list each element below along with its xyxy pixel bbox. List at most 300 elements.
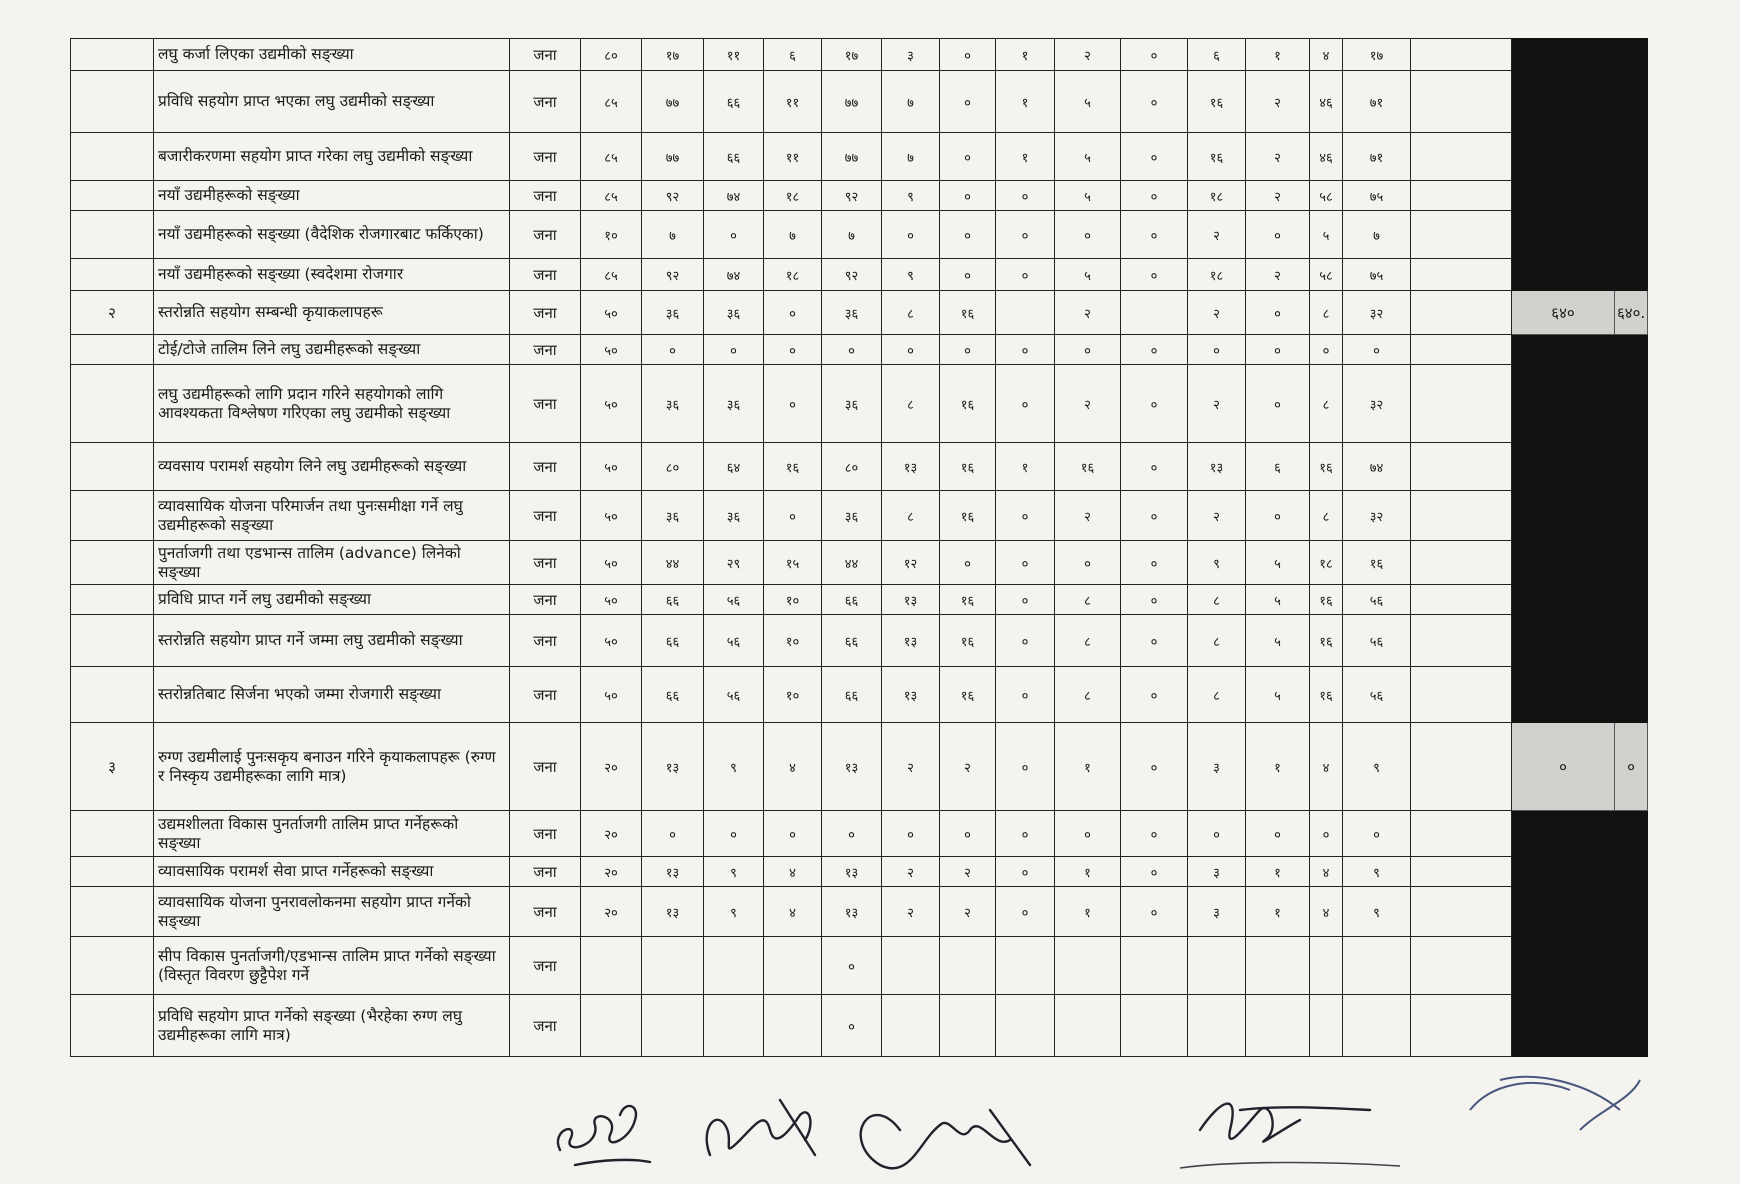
- shaded-cell: [1512, 811, 1615, 857]
- value-cell: १६: [1310, 667, 1343, 723]
- value-cell: ११: [704, 39, 764, 71]
- shaded-cell: [1512, 541, 1615, 585]
- table-row: [71, 259, 1648, 291]
- value-cell: १३: [642, 857, 704, 887]
- value-cell: [581, 937, 642, 995]
- unit-cell: जना: [510, 995, 581, 1057]
- budget-box-cell: [1615, 291, 1648, 335]
- value-cell: ०: [996, 723, 1055, 811]
- table-row: [71, 857, 1648, 887]
- unit-cell: जना: [510, 259, 581, 291]
- value-cell: ०: [1121, 39, 1188, 71]
- value-cell: ९: [882, 259, 940, 291]
- unit-cell: जना: [510, 811, 581, 857]
- value-cell: ६६: [822, 615, 882, 667]
- value-cell: २०: [581, 857, 642, 887]
- value-cell: ०: [1055, 811, 1121, 857]
- signature-area: [540, 1070, 1730, 1180]
- value-cell: ०: [822, 995, 882, 1057]
- value-cell: २: [1055, 291, 1121, 335]
- blank-cell: [1411, 887, 1512, 937]
- value-cell: ३६: [704, 365, 764, 443]
- value-cell: ०: [1055, 541, 1121, 585]
- value-cell: १: [1246, 723, 1310, 811]
- blank-cell: [1411, 133, 1512, 181]
- value-cell: ९: [1343, 887, 1411, 937]
- value-cell: १: [1246, 887, 1310, 937]
- value-cell: ०: [996, 365, 1055, 443]
- value-cell: ०: [1121, 211, 1188, 259]
- value-cell: १६: [940, 491, 996, 541]
- value-cell: ४: [1310, 887, 1343, 937]
- value-cell: १०: [764, 585, 822, 615]
- value-cell: ८: [1055, 615, 1121, 667]
- value-cell: ४: [1310, 857, 1343, 887]
- value-cell: ७४: [704, 181, 764, 211]
- serial-number-cell: [71, 71, 154, 133]
- value-cell: १६: [764, 443, 822, 491]
- unit-cell: जना: [510, 937, 581, 995]
- value-cell: ५०: [581, 291, 642, 335]
- table-row: [71, 541, 1648, 585]
- serial-number-cell: [71, 541, 154, 585]
- value-cell: २: [1188, 291, 1246, 335]
- value-cell: १८: [1188, 259, 1246, 291]
- value-cell: ५६: [1343, 585, 1411, 615]
- value-cell: ०: [1055, 211, 1121, 259]
- value-cell: [1188, 937, 1246, 995]
- value-cell: [882, 937, 940, 995]
- value-cell: ०: [822, 335, 882, 365]
- value-cell: ०: [1121, 857, 1188, 887]
- unit-cell: जना: [510, 443, 581, 491]
- value-cell: [1246, 995, 1310, 1057]
- value-cell: ४६: [1310, 71, 1343, 133]
- unit-cell: जना: [510, 365, 581, 443]
- unit-cell: जना: [510, 887, 581, 937]
- value-cell: ७१: [1343, 133, 1411, 181]
- value-cell: १८: [764, 181, 822, 211]
- signature-3: [861, 1110, 1030, 1168]
- value-cell: [764, 937, 822, 995]
- value-cell: ०: [704, 811, 764, 857]
- shaded-cell: [1615, 365, 1648, 443]
- unit-cell: जना: [510, 723, 581, 811]
- value-cell: ३: [1188, 857, 1246, 887]
- value-cell: १६: [940, 667, 996, 723]
- value-cell: ०: [996, 585, 1055, 615]
- value-cell: ०: [1121, 615, 1188, 667]
- indicator-description: प्रविधि प्राप्त गर्ने लघु उद्यमीको सङ्ख्या: [154, 585, 510, 615]
- value-cell: १०: [581, 211, 642, 259]
- value-cell: ४४: [642, 541, 704, 585]
- value-cell: ५६: [1343, 667, 1411, 723]
- signature-1: [558, 1106, 636, 1150]
- value-cell: ५: [1310, 211, 1343, 259]
- value-cell: [1343, 937, 1411, 995]
- value-cell: १६: [1310, 615, 1343, 667]
- value-cell: २९: [704, 541, 764, 585]
- value-cell: ०: [1121, 541, 1188, 585]
- value-cell: ०: [996, 857, 1055, 887]
- value-cell: [940, 995, 996, 1057]
- indicator-description: प्रविधि सहयोग प्राप्त गर्नेको सङ्ख्या (भैरहेका रुग्ण लघु उद्यमीहरूका लागि मात्र): [154, 995, 510, 1057]
- value-cell: ६६: [642, 667, 704, 723]
- value-cell: १३: [882, 667, 940, 723]
- unit-cell: जना: [510, 211, 581, 259]
- blank-cell: [1411, 39, 1512, 71]
- value-cell: ८: [1188, 667, 1246, 723]
- value-cell: ३६: [704, 291, 764, 335]
- value-cell: १७: [642, 39, 704, 71]
- indicator-description: स्तरोन्नति सहयोग सम्बन्धी कृयाकलापहरू: [154, 291, 510, 335]
- value-cell: १०: [764, 667, 822, 723]
- value-cell: ९: [704, 723, 764, 811]
- blank-cell: [1411, 615, 1512, 667]
- value-cell: १: [1055, 887, 1121, 937]
- serial-number-cell: [71, 937, 154, 995]
- value-cell: २: [1055, 365, 1121, 443]
- value-cell: ६६: [704, 133, 764, 181]
- unit-cell: जना: [510, 667, 581, 723]
- value-cell: ५०: [581, 667, 642, 723]
- value-cell: ०: [1121, 259, 1188, 291]
- value-cell: ८: [1310, 365, 1343, 443]
- indicator-description: पुनर्ताजगी तथा एडभान्स तालिम (advance) लिनेको सङ्ख्या: [154, 541, 510, 585]
- value-cell: [1121, 995, 1188, 1057]
- value-cell: १८: [1310, 541, 1343, 585]
- serial-number-cell: [71, 133, 154, 181]
- value-cell: ०: [1121, 443, 1188, 491]
- value-cell: १६: [940, 365, 996, 443]
- blank-cell: [1411, 937, 1512, 995]
- value-cell: ९२: [642, 259, 704, 291]
- table-row: [71, 365, 1648, 443]
- value-cell: [581, 995, 642, 1057]
- blank-cell: [1411, 71, 1512, 133]
- shaded-cell: [1615, 335, 1648, 365]
- shaded-cell: [1615, 937, 1648, 995]
- value-cell: ८५: [581, 71, 642, 133]
- value-cell: ०: [940, 71, 996, 133]
- value-cell: ६: [764, 39, 822, 71]
- value-cell: १३: [822, 887, 882, 937]
- value-cell: ६: [1188, 39, 1246, 71]
- value-cell: ६४: [704, 443, 764, 491]
- indicator-description: सीप विकास पुनर्ताजगी/एडभान्स तालिम प्राप्त गर्नेको सङ्ख्या (विस्तृत विवरण छुट्टैपेश गर्ने: [154, 937, 510, 995]
- value-cell: ४: [764, 857, 822, 887]
- value-cell: [764, 995, 822, 1057]
- value-cell: १६: [940, 291, 996, 335]
- value-cell: ६६: [704, 71, 764, 133]
- value-cell: २: [1246, 71, 1310, 133]
- unit-cell: जना: [510, 133, 581, 181]
- serial-number-cell: [71, 811, 154, 857]
- value-cell: [996, 937, 1055, 995]
- value-cell: ०: [764, 335, 822, 365]
- value-cell: ७४: [1343, 443, 1411, 491]
- value-cell: ०: [764, 365, 822, 443]
- indicator-description: लघु उद्यमीहरूको लागि प्रदान गरिने सहयोगको लागि आवश्यकता विश्लेषण गरिएका लघु उद्यमीको सङ्ख्या: [154, 365, 510, 443]
- indicator-description: बजारीकरणमा सहयोग प्राप्त गरेका लघु उद्यमीको सङ्ख्या: [154, 133, 510, 181]
- value-cell: ८: [1188, 585, 1246, 615]
- table-row: [71, 995, 1648, 1057]
- unit-cell: जना: [510, 585, 581, 615]
- unit-cell: जना: [510, 491, 581, 541]
- value-cell: ९: [1188, 541, 1246, 585]
- value-cell: ४: [1310, 39, 1343, 71]
- value-cell: ९: [1343, 857, 1411, 887]
- unit-cell: जना: [510, 71, 581, 133]
- value-cell: ४६: [1310, 133, 1343, 181]
- value-cell: ९२: [822, 181, 882, 211]
- value-cell: २: [1188, 365, 1246, 443]
- value-cell: ३: [1188, 887, 1246, 937]
- value-cell: ९२: [822, 259, 882, 291]
- value-cell: ०: [996, 811, 1055, 857]
- value-cell: ०: [996, 259, 1055, 291]
- value-cell: १३: [822, 857, 882, 887]
- value-cell: ७: [822, 211, 882, 259]
- serial-number-cell: [71, 995, 154, 1057]
- value-cell: ०: [940, 259, 996, 291]
- blank-cell: [1411, 335, 1512, 365]
- value-cell: ३२: [1343, 491, 1411, 541]
- shaded-cell: [1512, 71, 1615, 133]
- shaded-cell: [1615, 181, 1648, 211]
- value-cell: [882, 995, 940, 1057]
- value-cell: १०: [764, 615, 822, 667]
- indicator-description: स्तरोन्नतिबाट सिर्जना भएको जम्मा रोजगारी सङ्ख्या: [154, 667, 510, 723]
- value-cell: ०: [1188, 335, 1246, 365]
- indicator-description: व्यावसायिक परामर्श सेवा प्राप्त गर्नेहरूको सङ्ख्या: [154, 857, 510, 887]
- unit-cell: जना: [510, 291, 581, 335]
- shaded-cell: [1615, 71, 1648, 133]
- table-row: [71, 181, 1648, 211]
- value-cell: ९: [882, 181, 940, 211]
- value-cell: ५: [1055, 133, 1121, 181]
- value-cell: ३६: [704, 491, 764, 541]
- value-cell: १३: [882, 615, 940, 667]
- value-cell: ५: [1246, 667, 1310, 723]
- value-cell: ८५: [581, 181, 642, 211]
- value-cell: ०: [1121, 181, 1188, 211]
- value-cell: ०: [1246, 211, 1310, 259]
- value-cell: १: [996, 71, 1055, 133]
- unit-cell: जना: [510, 181, 581, 211]
- value-cell: ८: [1055, 585, 1121, 615]
- indicator-description: व्यावसायिक योजना पुनरावलोकनमा सहयोग प्राप्त गर्नेको सङ्ख्या: [154, 887, 510, 937]
- shaded-cell: [1512, 365, 1615, 443]
- value-cell: ७४: [704, 259, 764, 291]
- value-cell: ५०: [581, 585, 642, 615]
- value-cell: ९: [704, 887, 764, 937]
- value-cell: २: [940, 723, 996, 811]
- value-cell: १७: [822, 39, 882, 71]
- value-cell: ०: [1343, 335, 1411, 365]
- value-cell: २०: [581, 811, 642, 857]
- table-row: [71, 71, 1648, 133]
- shaded-cell: [1512, 443, 1615, 491]
- table-row: [71, 491, 1648, 541]
- serial-number-cell: [71, 443, 154, 491]
- value-cell: ३: [1188, 723, 1246, 811]
- unit-cell: जना: [510, 541, 581, 585]
- blank-cell: [1411, 541, 1512, 585]
- value-cell: १३: [1188, 443, 1246, 491]
- value-cell: ०: [940, 181, 996, 211]
- value-cell: २: [940, 857, 996, 887]
- value-cell: ५०: [581, 615, 642, 667]
- value-cell: ७७: [822, 133, 882, 181]
- shaded-cell: [1615, 133, 1648, 181]
- shaded-cell: [1615, 811, 1648, 857]
- value-cell: ०: [882, 811, 940, 857]
- value-cell: ०: [1055, 335, 1121, 365]
- serial-number-cell: २: [71, 291, 154, 335]
- value-cell: [1055, 937, 1121, 995]
- value-cell: ३२: [1343, 365, 1411, 443]
- value-cell: ०: [996, 615, 1055, 667]
- value-cell: ८: [1310, 491, 1343, 541]
- value-cell: १६: [1188, 71, 1246, 133]
- value-cell: ७१: [1343, 71, 1411, 133]
- value-cell: ८०: [581, 39, 642, 71]
- value-cell: १५: [764, 541, 822, 585]
- shaded-cell: [1615, 857, 1648, 887]
- value-cell: ७: [882, 133, 940, 181]
- value-cell: [1310, 937, 1343, 995]
- serial-number-cell: [71, 39, 154, 71]
- shaded-cell: [1615, 443, 1648, 491]
- shaded-cell: [1512, 39, 1615, 71]
- shaded-cell: [1615, 585, 1648, 615]
- value-cell: १२: [882, 541, 940, 585]
- value-cell: ०: [940, 811, 996, 857]
- value-cell: [1246, 937, 1310, 995]
- value-cell: ३६: [822, 365, 882, 443]
- value-cell: ०: [822, 937, 882, 995]
- shaded-cell: [1615, 211, 1648, 259]
- value-cell: ७: [642, 211, 704, 259]
- shaded-cell: [1615, 39, 1648, 71]
- serial-number-cell: ३: [71, 723, 154, 811]
- blank-cell: [1411, 995, 1512, 1057]
- shaded-cell: [1512, 585, 1615, 615]
- value-cell: १: [996, 443, 1055, 491]
- shaded-cell: [1512, 857, 1615, 887]
- indicator-description: व्यावसायिक योजना परिमार्जन तथा पुनःसमीक्षा गर्ने लघु उद्यमीहरूको सङ्ख्या: [154, 491, 510, 541]
- value-cell: [704, 995, 764, 1057]
- value-cell: ०: [1121, 723, 1188, 811]
- value-cell: [1188, 995, 1246, 1057]
- table-row: [71, 887, 1648, 937]
- value-cell: ०: [1121, 887, 1188, 937]
- blank-cell: [1411, 857, 1512, 887]
- value-cell: ७७: [642, 71, 704, 133]
- shaded-cell: [1615, 887, 1648, 937]
- value-cell: ०: [704, 335, 764, 365]
- value-cell: ८: [1310, 291, 1343, 335]
- value-cell: ५८: [1310, 181, 1343, 211]
- table-row: [71, 211, 1648, 259]
- value-cell: ६६: [642, 585, 704, 615]
- value-cell: ९: [704, 857, 764, 887]
- value-cell: ३६: [822, 491, 882, 541]
- value-cell: १३: [882, 443, 940, 491]
- value-cell: ४: [764, 887, 822, 937]
- value-cell: ४: [764, 723, 822, 811]
- shaded-cell: [1512, 937, 1615, 995]
- serial-number-cell: [71, 585, 154, 615]
- indicator-description: प्रविधि सहयोग प्राप्त भएका लघु उद्यमीको सङ्ख्या: [154, 71, 510, 133]
- value-cell: ८: [1055, 667, 1121, 723]
- unit-cell: जना: [510, 615, 581, 667]
- value-cell: ८: [1188, 615, 1246, 667]
- blank-cell: [1411, 181, 1512, 211]
- serial-number-cell: [71, 857, 154, 887]
- value-cell: ०: [940, 39, 996, 71]
- value-cell: ६: [1246, 443, 1310, 491]
- blank-cell: [1411, 491, 1512, 541]
- value-cell: ९: [1343, 723, 1411, 811]
- budget-box-value: ६४०.: [1617, 303, 1646, 322]
- budget-box-value: ०: [1627, 757, 1635, 776]
- serial-number-cell: [71, 335, 154, 365]
- shaded-cell: [1512, 667, 1615, 723]
- serial-number-cell: [71, 211, 154, 259]
- table-row: [71, 667, 1648, 723]
- table-row: [71, 133, 1648, 181]
- value-cell: [1055, 995, 1121, 1057]
- value-cell: २: [1055, 491, 1121, 541]
- shaded-cell: [1615, 491, 1648, 541]
- value-cell: [996, 291, 1055, 335]
- table-row: [71, 335, 1648, 365]
- value-cell: ४४: [822, 541, 882, 585]
- table-row: [71, 937, 1648, 995]
- value-cell: ५: [1246, 585, 1310, 615]
- value-cell: ०: [940, 211, 996, 259]
- blank-cell: [1411, 211, 1512, 259]
- value-cell: १: [996, 133, 1055, 181]
- value-cell: २: [882, 857, 940, 887]
- value-cell: ५०: [581, 491, 642, 541]
- value-cell: [940, 937, 996, 995]
- value-cell: १: [1055, 857, 1121, 887]
- value-cell: २: [882, 723, 940, 811]
- value-cell: १: [1246, 39, 1310, 71]
- value-cell: १६: [1310, 443, 1343, 491]
- shaded-cell: [1512, 259, 1615, 291]
- value-cell: ०: [940, 541, 996, 585]
- value-cell: ७: [882, 71, 940, 133]
- shaded-cell: [1512, 491, 1615, 541]
- value-cell: ७: [764, 211, 822, 259]
- value-cell: [704, 937, 764, 995]
- value-cell: २: [1246, 259, 1310, 291]
- value-cell: ०: [704, 211, 764, 259]
- indicator-description: स्तरोन्नति सहयोग प्राप्त गर्ने जम्मा लघु उद्यमीको सङ्ख्या: [154, 615, 510, 667]
- value-cell: ०: [996, 211, 1055, 259]
- value-cell: ०: [642, 811, 704, 857]
- value-cell: २: [940, 887, 996, 937]
- value-cell: ०: [1121, 585, 1188, 615]
- value-cell: ५०: [581, 365, 642, 443]
- value-cell: १: [996, 39, 1055, 71]
- value-cell: ०: [1246, 365, 1310, 443]
- table-row: [71, 443, 1648, 491]
